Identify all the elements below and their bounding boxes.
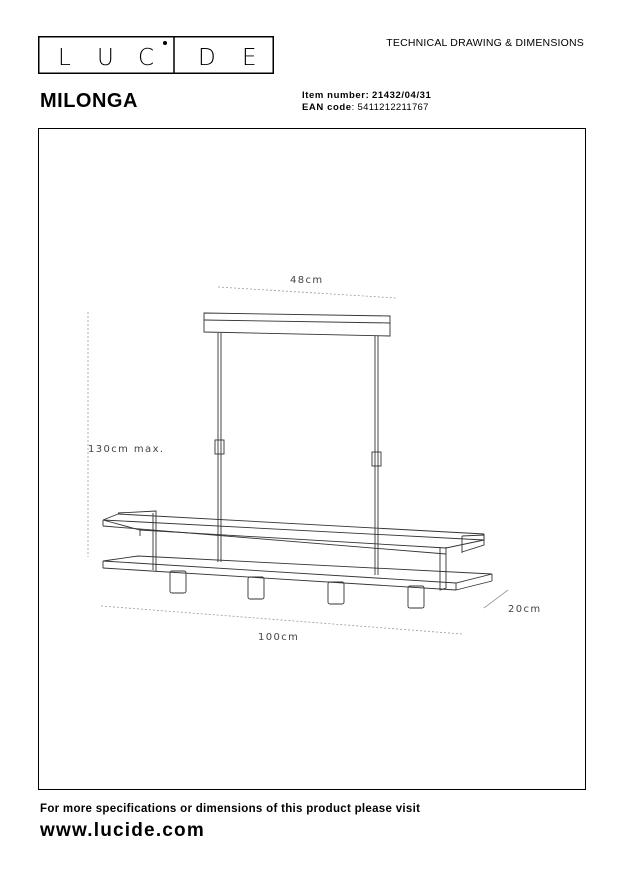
ean-value: : 5411212211767 [351,102,429,113]
ceiling-canopy [204,313,390,336]
dim-line-depth [484,590,508,608]
rod-adjuster-right [372,452,381,466]
logo-letter: I [176,45,183,71]
logo-letter: L [58,45,71,71]
dim-label-length: 100cm [258,632,300,643]
footer-note: For more specifications or dimensions of this product please visit [40,803,421,815]
logo-letter: U [97,45,114,71]
spotlight-2 [248,577,264,599]
lower-shelf [103,556,492,583]
spotlight-4 [408,586,424,608]
dim-label-depth: 20cm [508,604,542,615]
upper-rack [103,520,484,548]
rod-adjuster-left [215,440,224,454]
logo-letter: C [138,45,155,71]
spotlight-1 [170,571,186,593]
logo-letter: D [198,45,216,71]
item-number-value: 21432/04/31 [372,90,432,101]
ean-label: EAN code [302,102,352,113]
dim-line-length [101,606,462,634]
dim-label-top-width: 48cm [290,275,324,286]
logo-letter: E [242,45,257,71]
item-number-label: Item number: [302,90,370,101]
footer-website-link[interactable]: www.lucide.com [40,820,205,841]
spotlight-3 [328,582,344,604]
dim-line-width-top [218,287,396,298]
product-name: MILONGA [40,90,138,112]
dim-label-height: 130cm max. [88,444,165,455]
document-heading: TECHNICAL DRAWING & DIMENSIONS [386,37,584,49]
